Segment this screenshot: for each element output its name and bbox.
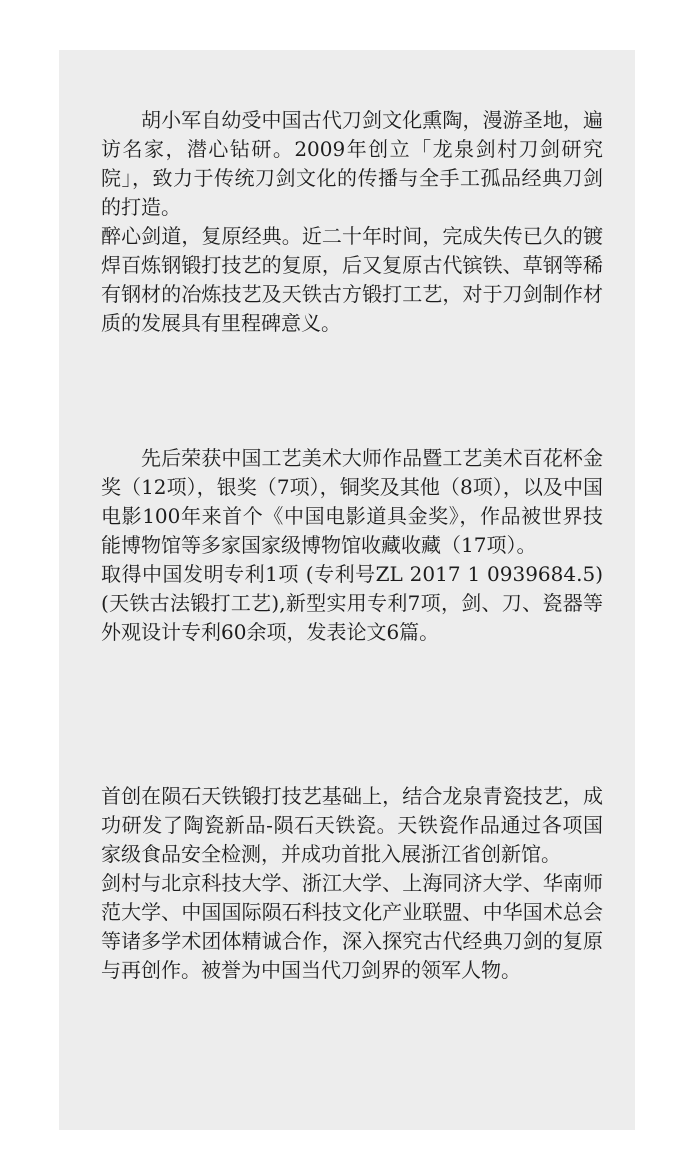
content-panel [59,50,635,1130]
awards-section [101,444,603,647]
paragraph-awards: 先后荣获中国工艺美术大师作品暨工艺美术百花杯金奖（12项），银奖（7项），铜奖及其他（8项），以及中国电影100年来首个《中国电影道具金奖》，作品被世界技能博物馆等多家国家级博物馆收藏收藏（17项）。 [101,446,603,557]
paragraph-founding: 胡小军自幼受中国古代刀剑文化熏陶，漫游圣地，遍访名家，潜心钻研。2009年创立「龙泉剑村刀剑研究院」，致力于传统刀剑文化的传播与全手工孤品经典刀剑的打造。 [101,108,603,219]
paragraph-restoration: 醉心剑道，复原经典。近二十年时间，完成失传已久的镀焊百炼钢锻打技艺的复原，后又复原古代镔铁、草钢等稀有钢材的冶炼技艺及天铁古方锻打工艺，对于刀剑制作材质的发展具有里程碑意义。 [101,224,603,335]
innovation-section [101,782,603,985]
paragraph-cooperation: 剑村与北京科技大学、浙江大学、上海同济大学、华南师范大学、中国国际陨石科技文化产业联盟、中华国术总会等诸多学术团体精诚合作，深入探究古代经典刀剑的复原与再创作。被誉为中国当代刀剑界的领军人物。 [101,871,603,982]
paragraph-patents: 取得中国发明专利1项 (专利号ZL 2017 1 0939684.5) (天铁古法锻打工艺),新型实用专利7项，剑、刀、瓷器等外观设计专利60余项，发表论文6篇。 [101,562,603,644]
biography-section [101,106,603,338]
paragraph-meteorite-porcelain: 首创在陨石天铁锻打技艺基础上，结合龙泉青瓷技艺，成功研发了陶瓷新品-陨石天铁瓷。天铁瓷作品通过各项国家级食品安全检测，并成功首批入展浙江省创新馆。 [101,784,603,866]
